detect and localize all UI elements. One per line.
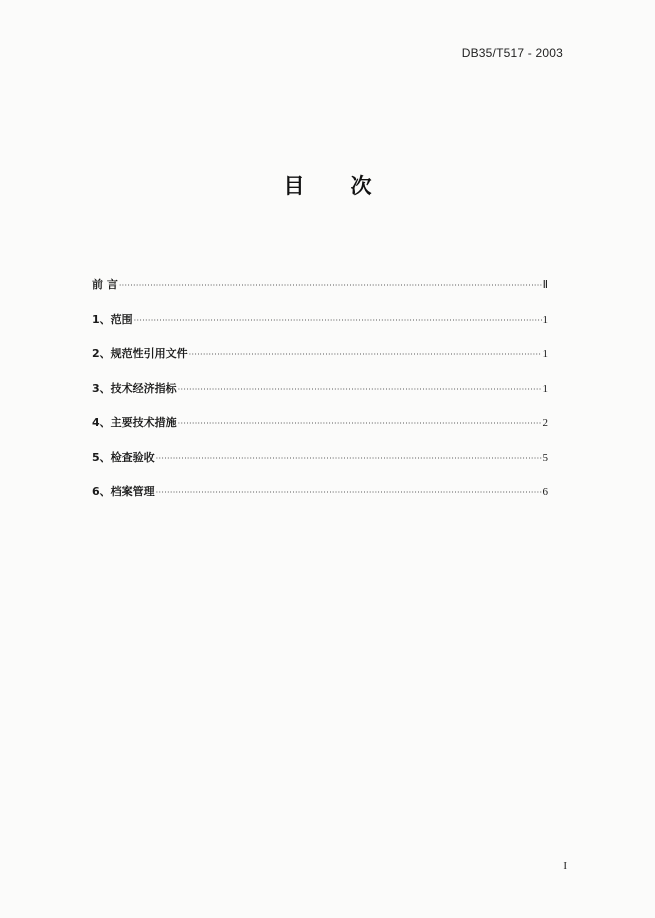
toc-leader-dots: [156, 488, 542, 497]
toc-entry-label: 4、主要技术措施: [92, 416, 177, 429]
toc-entry-label: 6、档案管理: [92, 485, 155, 498]
toc-entry-page: 6: [542, 486, 548, 498]
toc-leader-dots: [134, 316, 542, 325]
toc-entry-archive-management[interactable]: [92, 483, 548, 518]
toc-entry-label: 3、技术经济指标: [92, 381, 177, 395]
toc-entry-technical-measures[interactable]: [92, 414, 548, 449]
document-code: DB35/T517 - 2003: [461, 46, 563, 60]
toc-entry-label: 前 言: [92, 278, 118, 291]
toc-entry-page: 1: [542, 313, 548, 326]
toc-entry-page: Ⅱ: [542, 279, 548, 291]
toc-leader-dots: [156, 454, 542, 463]
table-of-contents: [92, 276, 548, 518]
toc-title-char-2: 次: [350, 174, 372, 198]
toc-entry-page: 2: [542, 417, 548, 429]
toc-entry-label: 5、检查验收: [92, 450, 155, 464]
toc-leader-dots: [189, 350, 542, 359]
toc-leader-dots: [119, 281, 542, 290]
toc-title: [0, 170, 655, 200]
toc-entry-label: 1、范围: [92, 312, 133, 326]
toc-leader-dots: [178, 419, 542, 428]
toc-entry-technical-indicators[interactable]: [92, 380, 548, 415]
toc-leader-dots: [178, 385, 542, 394]
toc-entry-normative-references[interactable]: [92, 345, 548, 380]
toc-title-char-1: 目: [283, 174, 305, 198]
page-number: I: [563, 860, 567, 872]
toc-entry-foreword[interactable]: [92, 276, 548, 311]
toc-entry-page: 5: [542, 451, 548, 464]
toc-entry-page: 1: [542, 382, 548, 395]
toc-entry-scope[interactable]: [92, 311, 548, 346]
toc-entry-page: 1: [542, 348, 548, 360]
toc-entry-inspection[interactable]: [92, 449, 548, 484]
toc-entry-label: 2、规范性引用文件: [92, 347, 188, 360]
